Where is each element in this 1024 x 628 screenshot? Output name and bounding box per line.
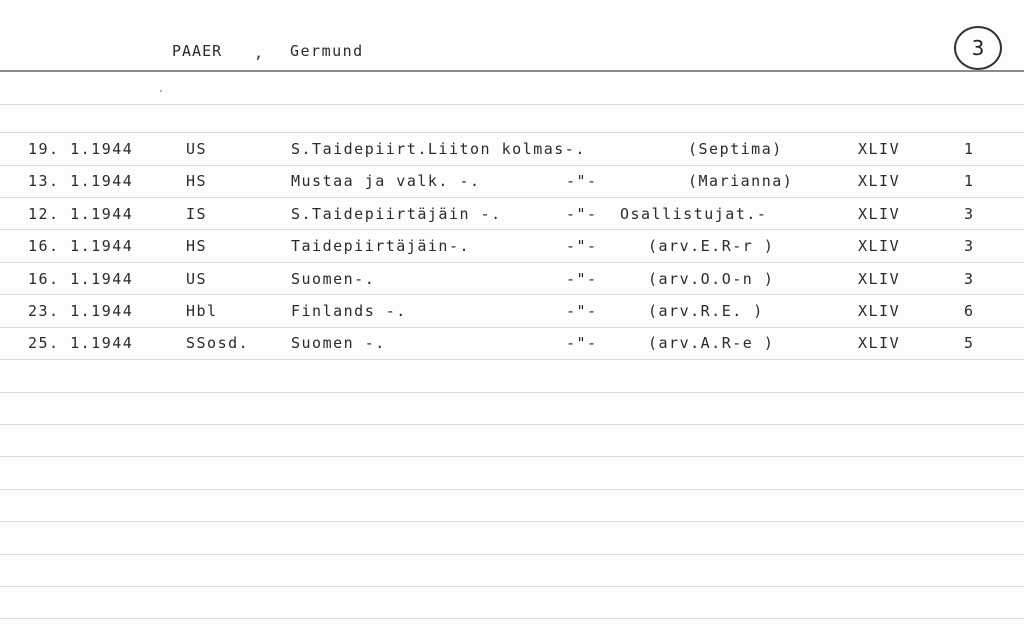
ruled-line (0, 586, 1024, 587)
entry-note: Osallistujat.- (620, 205, 768, 223)
entry-volume: XLIV (858, 270, 901, 288)
entry-ditto: -"- (566, 334, 598, 352)
entry-date: 16. 1.1944 (28, 270, 134, 288)
card-number-circle (954, 26, 1002, 70)
entry-paper: US (186, 140, 208, 158)
ruled-line (0, 104, 1024, 105)
entry-title: Finlands -. (291, 302, 407, 320)
entry-title: Suomen -. (291, 334, 386, 352)
entry-note: (arv.A.R-e ) (648, 334, 775, 352)
ruled-line (0, 392, 1024, 393)
card-number: 3 (971, 36, 985, 60)
surname: PAAER (172, 42, 223, 60)
entry-paper: US (186, 270, 208, 288)
ruled-line (0, 489, 1024, 490)
entry-count: 5 (964, 334, 975, 352)
entry-note: (arv.O.O-n ) (648, 270, 775, 288)
entry-volume: XLIV (858, 205, 901, 223)
ruled-line (0, 327, 1024, 328)
entry-paper: SSosd. (186, 334, 250, 352)
ruled-line (0, 424, 1024, 425)
entry-title: S.Taidepiirtäjäin -. (291, 205, 502, 223)
ruled-line (0, 618, 1024, 619)
entry-paper: HS (186, 237, 208, 255)
entry-title: Mustaa ja valk. -. (291, 172, 481, 190)
ruled-line (0, 262, 1024, 263)
entry-volume: XLIV (858, 140, 901, 158)
entry-title: Taidepiirtäjäin-. (291, 237, 471, 255)
entry-note: (Septima) (688, 140, 783, 158)
ruled-line (0, 456, 1024, 457)
entry-count: 3 (964, 205, 975, 223)
entry-ditto: -"- (566, 172, 598, 190)
entry-date: 13. 1.1944 (28, 172, 134, 190)
entry-ditto: -"- (566, 270, 598, 288)
entry-volume: XLIV (858, 237, 901, 255)
entry-count: 1 (964, 172, 975, 190)
entry-paper: Hbl (186, 302, 218, 320)
entry-date: 16. 1.1944 (28, 237, 134, 255)
entry-ditto: -"- (566, 205, 598, 223)
entry-count: 1 (964, 140, 975, 158)
ruled-line (0, 165, 1024, 166)
ruled-line (0, 229, 1024, 230)
ruled-line (0, 197, 1024, 198)
entry-paper: HS (186, 172, 208, 190)
first-name: Germund (290, 42, 364, 60)
entry-date: 12. 1.1944 (28, 205, 134, 223)
ink-dot (160, 90, 162, 92)
entry-volume: XLIV (858, 302, 901, 320)
entry-note: (Marianna) (688, 172, 794, 190)
entry-count: 3 (964, 270, 975, 288)
entry-title: Suomen-. (291, 270, 376, 288)
entry-count: 3 (964, 237, 975, 255)
entry-volume: XLIV (858, 334, 901, 352)
ruled-line (0, 132, 1024, 133)
name-separator: , (254, 44, 265, 62)
entry-note: (arv.E.R-r ) (648, 237, 775, 255)
ruled-line (0, 359, 1024, 360)
ruled-line (0, 294, 1024, 295)
entry-date: 19. 1.1944 (28, 140, 134, 158)
ruled-line (0, 521, 1024, 522)
entry-ditto: -"- (566, 237, 598, 255)
entry-note: (arv.R.E. ) (648, 302, 764, 320)
entry-date: 25. 1.1944 (28, 334, 134, 352)
entry-paper: IS (186, 205, 208, 223)
entry-count: 6 (964, 302, 975, 320)
header-divider (0, 70, 1024, 72)
entry-title: S.Taidepiirt.Liiton kolmas-. (291, 140, 586, 158)
entry-ditto: -"- (566, 302, 598, 320)
ruled-line (0, 554, 1024, 555)
entry-date: 23. 1.1944 (28, 302, 134, 320)
entry-volume: XLIV (858, 172, 901, 190)
